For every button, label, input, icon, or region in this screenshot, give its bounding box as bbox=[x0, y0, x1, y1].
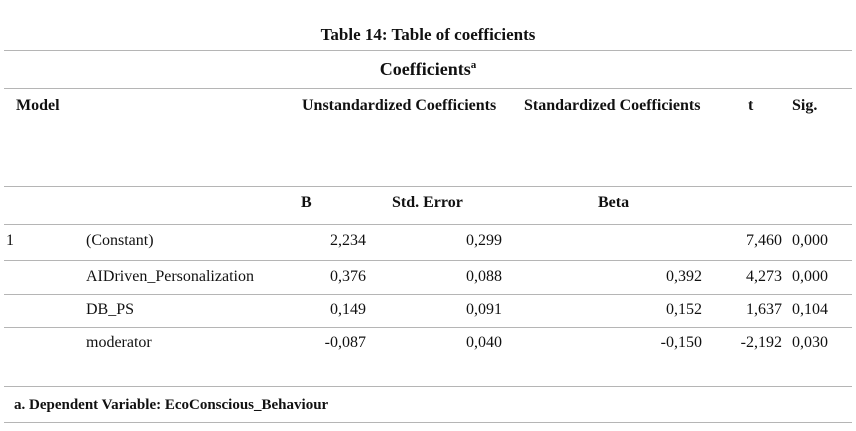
row-4-sig: 0,030 bbox=[792, 334, 828, 351]
row-3-variable: DB_PS bbox=[86, 301, 135, 318]
header-rule bbox=[4, 186, 852, 187]
caption-rule bbox=[4, 88, 852, 89]
row-2-rule bbox=[4, 294, 852, 295]
table-bottom-rule bbox=[4, 386, 852, 387]
row-2-variable: AIDriven_Personalization bbox=[86, 268, 254, 285]
caption-superscript: a bbox=[470, 59, 477, 71]
row-4-t: -2,192 bbox=[740, 334, 782, 351]
caption-text: Coefficients bbox=[379, 59, 471, 79]
header-b: B bbox=[301, 194, 312, 211]
row-1-variable: (Constant) bbox=[86, 232, 154, 249]
row-3-beta: 0,152 bbox=[666, 301, 702, 318]
title-rule bbox=[4, 50, 852, 51]
row-1-t: 7,460 bbox=[746, 232, 782, 249]
row-2-beta: 0,392 bbox=[666, 268, 702, 285]
row-4-b: -0,087 bbox=[324, 334, 366, 351]
row-3-t: 1,637 bbox=[746, 301, 782, 318]
row-2-t: 4,273 bbox=[746, 268, 782, 285]
row-2-std-error: 0,088 bbox=[466, 268, 502, 285]
footnote: a. Dependent Variable: EcoConscious_Behaviour bbox=[14, 397, 329, 413]
row-2-b: 0,376 bbox=[330, 268, 366, 285]
row-3-b: 0,149 bbox=[330, 301, 366, 318]
header-model: Model bbox=[16, 97, 60, 114]
header-standardized: Standardized Coefficients bbox=[524, 97, 701, 114]
header-beta: Beta bbox=[598, 194, 630, 211]
row-1-model: 1 bbox=[6, 232, 14, 249]
row-3-rule bbox=[4, 327, 852, 328]
row-2-sig: 0,000 bbox=[792, 268, 828, 285]
row-3-std-error: 0,091 bbox=[466, 301, 502, 318]
row-1-b: 2,234 bbox=[330, 232, 366, 249]
table-caption bbox=[0, 60, 856, 78]
row-4-beta: -0,150 bbox=[660, 334, 702, 351]
row-4-std-error: 0,040 bbox=[466, 334, 502, 351]
header-unstandardized: Unstandardized Coefficients bbox=[302, 97, 497, 114]
header-t: t bbox=[748, 97, 754, 114]
row-1-sig: 0,000 bbox=[792, 232, 828, 249]
subheader-rule bbox=[4, 224, 852, 225]
header-sig: Sig. bbox=[792, 97, 818, 114]
table-title: Table 14: Table of coefficients bbox=[320, 25, 536, 44]
row-1-rule bbox=[4, 260, 852, 261]
footnote-rule bbox=[4, 422, 852, 423]
row-4-variable: moderator bbox=[86, 334, 152, 351]
header-std-error: Std. Error bbox=[392, 194, 463, 211]
row-1-std-error: 0,299 bbox=[466, 232, 502, 249]
row-3-sig: 0,104 bbox=[792, 301, 828, 318]
